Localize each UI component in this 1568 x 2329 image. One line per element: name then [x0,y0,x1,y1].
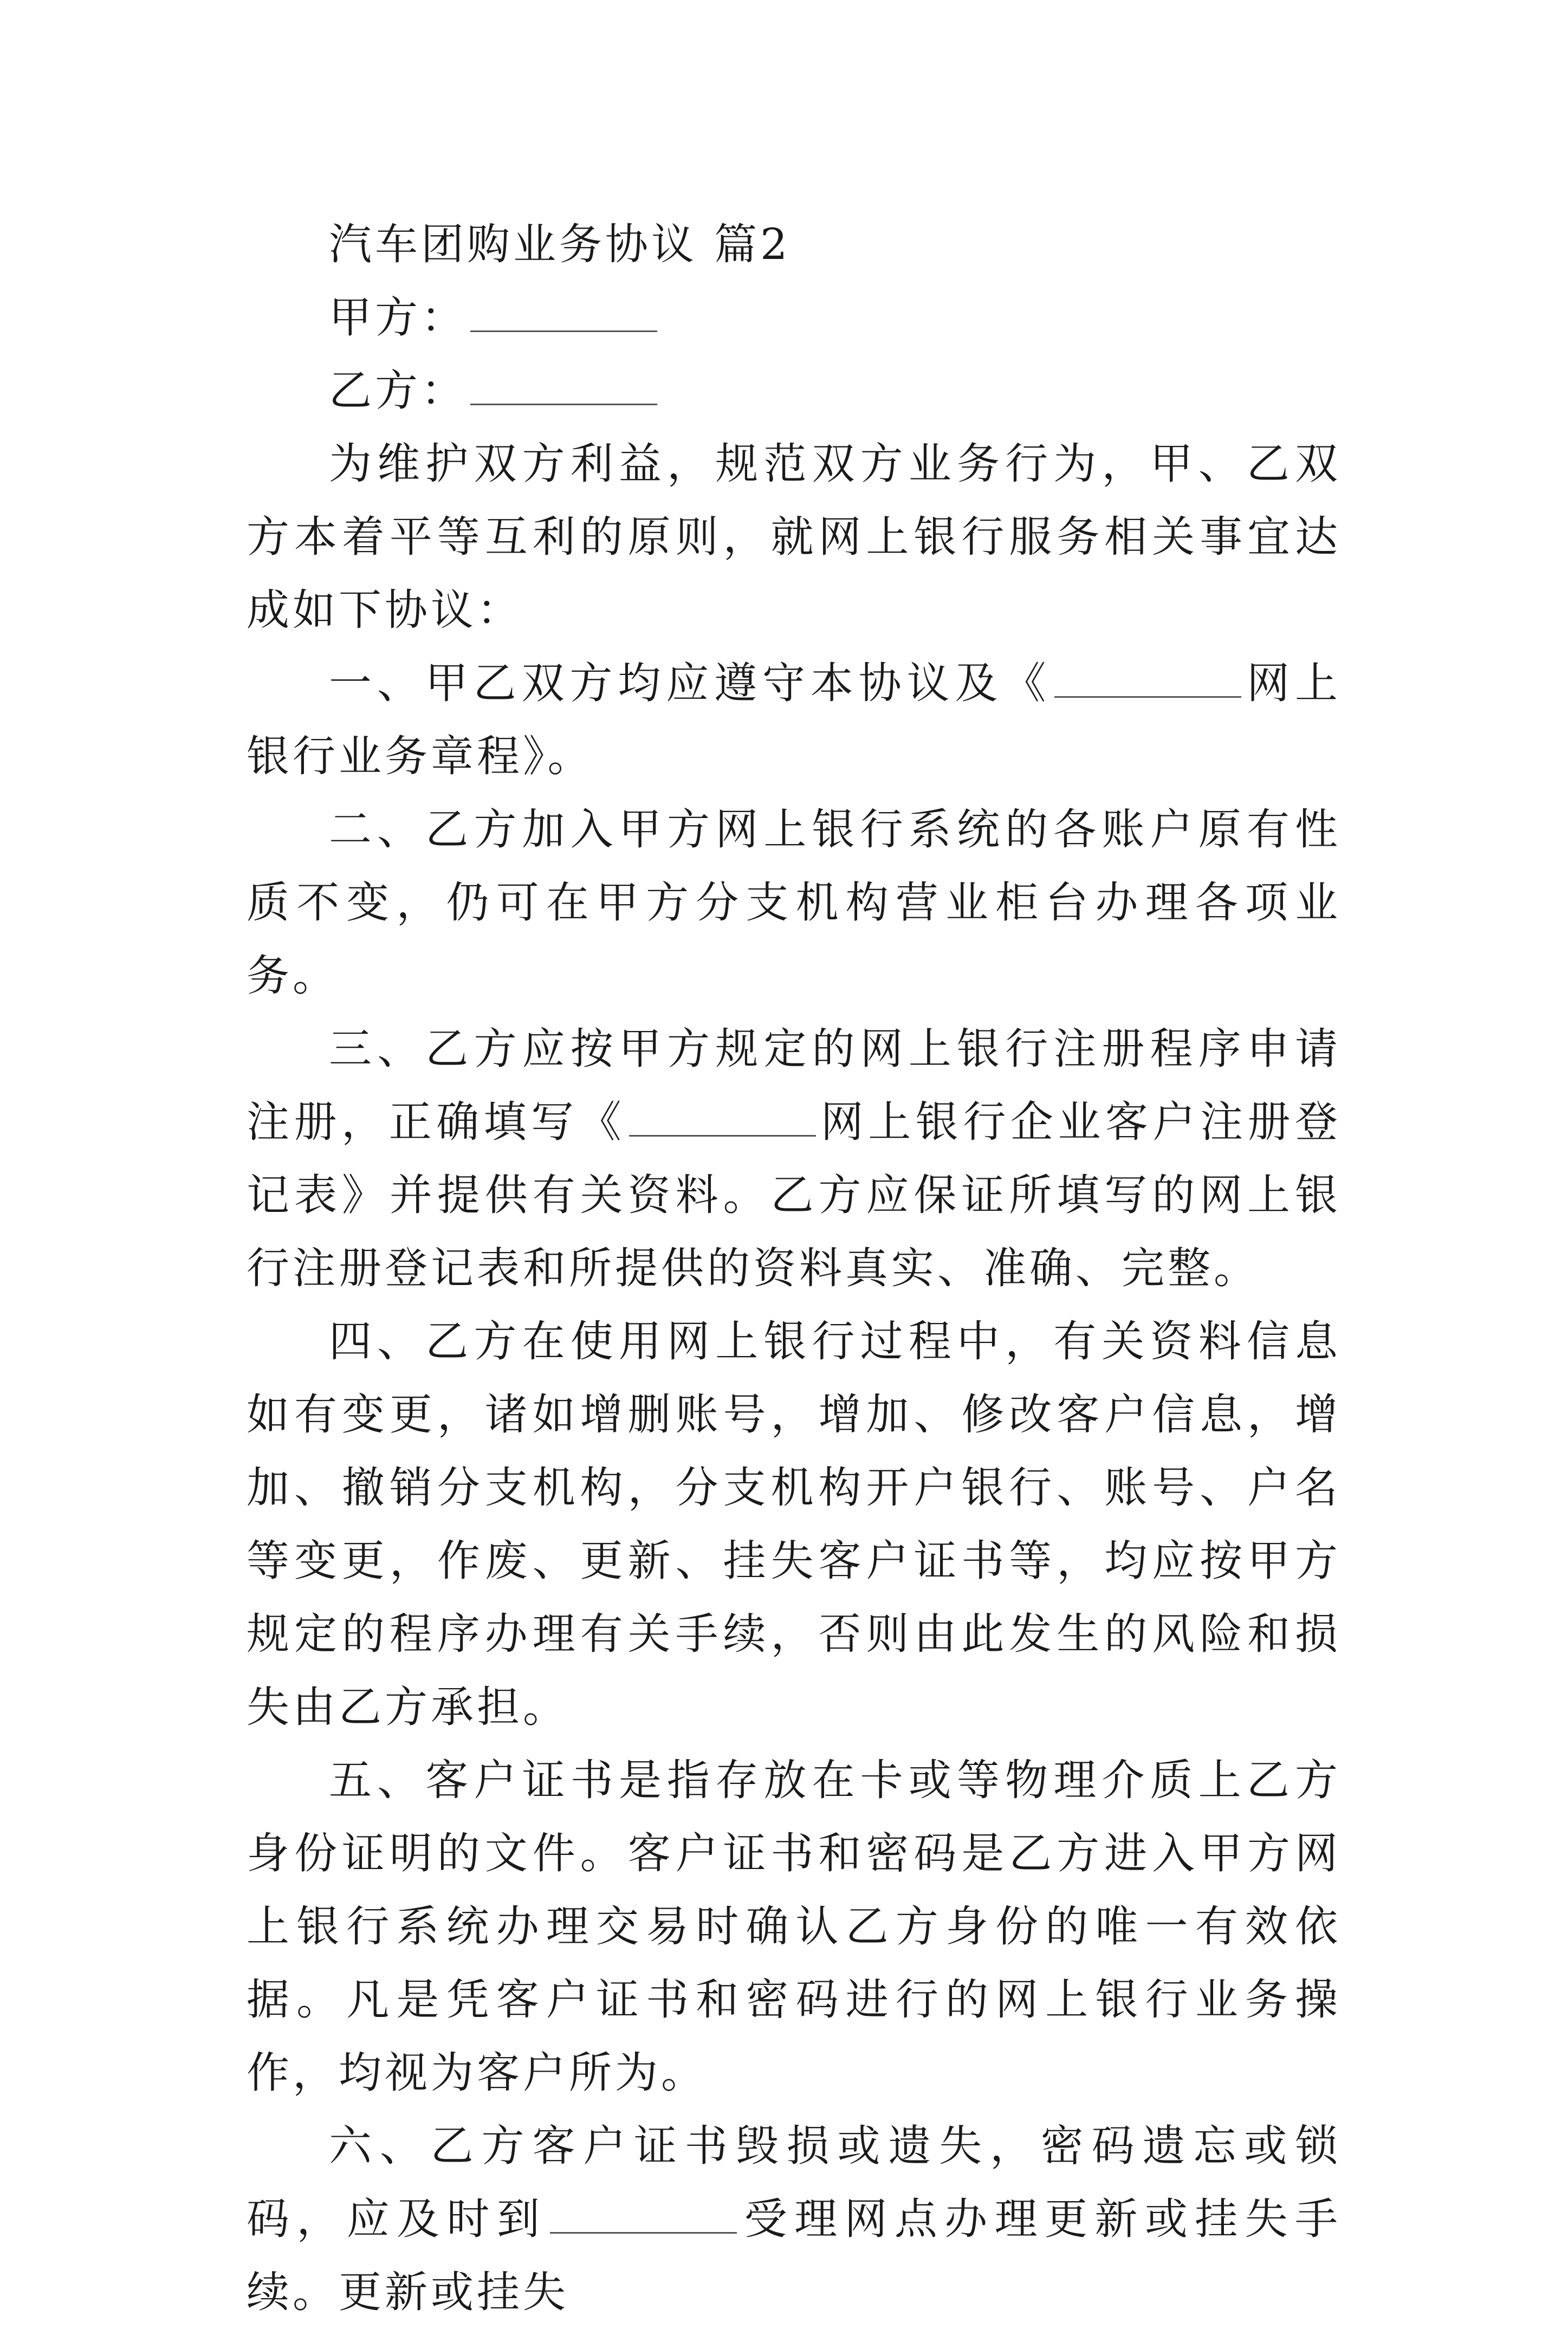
document-title: 汽车团购业务协议 篇2 [329,219,791,269]
document-body [247,208,1341,2329]
clause-3-text-start: 三、乙方应按甲方规定的网上银行注册程序申请注册，正确填写《 [247,1024,1341,1147]
clause-1-text-end: 网上银行业务章程》。 [247,658,1342,781]
party-a-label: 甲方： [329,293,467,342]
intro-paragraph: 为维护双方利益，规范双方业务行为，甲、乙双方本着平等互利的原则，就网上银行服务相关事宜达成如下协议： [247,439,1341,635]
clause-3-text-end: 网上银行企业客户注册登记表》并提供有关资料。乙方应保证所填写的网上银行注册登记表和所提供的资料真实、准确、完整。 [247,1097,1342,1293]
clause-1 [247,647,1341,793]
clause-1-blank [1054,663,1241,698]
clause-3 [247,1013,1341,1305]
clause-5: 五、客户证书是指存放在卡或等物理介质上乙方身份证明的文件。客户证书和密码是乙方进入甲方网上银行系统办理交易时确认乙方身份的唯一有效依据。凡是凭客户证书和密码进行的网上银行业务操作，均视为客户所为。 [247,1755,1341,2098]
party-b-line [247,354,1341,427]
clause-2: 二、乙方加入甲方网上银行系统的各账户原有性质不变，仍可在甲方分支机构营业柜台办理各项业务。 [247,805,1341,1001]
clause-6-text-end: 受理网点办理更新或挂失手续。更新或挂失 [247,2194,1342,2317]
clause-6-text-start: 六、乙方客户证书毁损或遗失，密码遗忘或锁码，应及时到 [247,2121,1341,2244]
clause-6 [247,2110,1341,2329]
party-b-label: 乙方： [329,366,467,416]
clause-3-blank [629,1101,816,1137]
clause-4: 四、乙方在使用网上银行过程中，有关资料信息如有变更，诸如增删账号，增加、修改客户信息，增加、撤销分支机构，分支机构开户银行、账号、户名等变更，作废、更新、挂失客户证书等，均应按甲方规定的程序办理有关手续，否则由此发生的风险和损失由乙方承担。 [247,1316,1341,1732]
clause-6-blank [550,2198,737,2234]
party-a-line [247,281,1341,354]
party-a-blank [470,297,657,332]
clause-1-text-start: 一、甲乙双方均应遵守本协议及《 [329,658,1052,708]
party-b-blank [470,370,657,405]
